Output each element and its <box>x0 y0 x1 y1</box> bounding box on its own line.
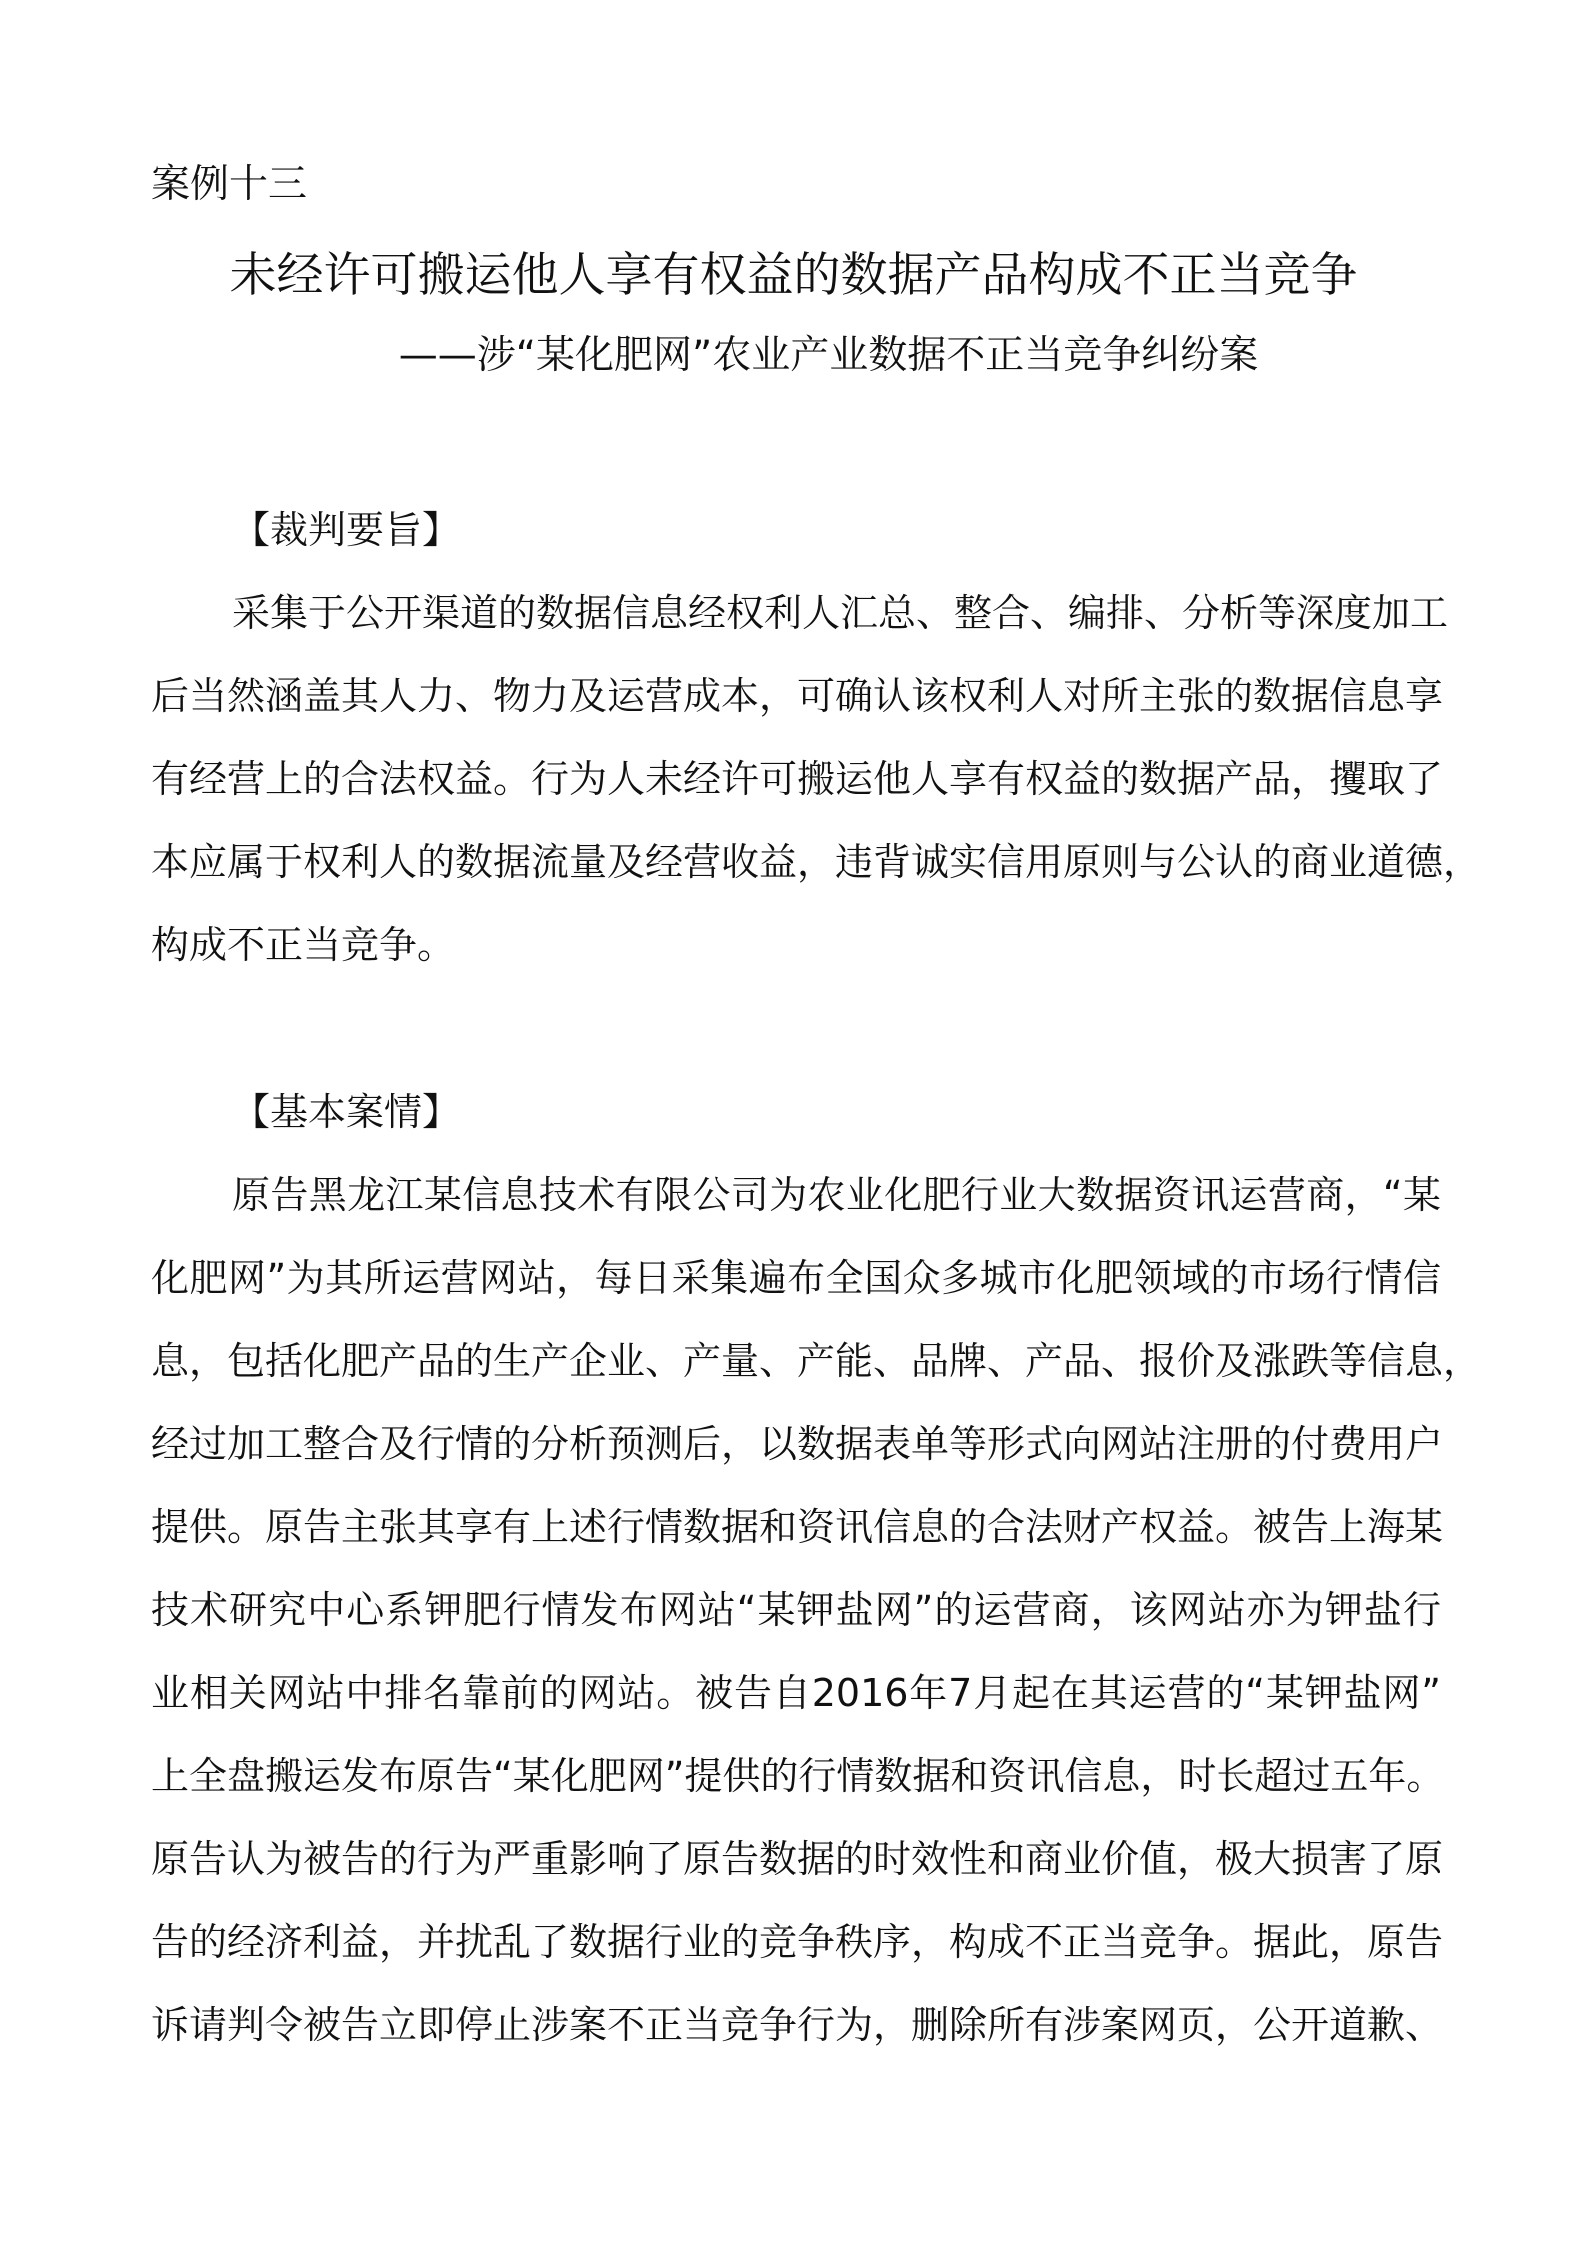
section-heading-case-facts: 【基本案情】 <box>232 1090 461 1134</box>
document-subtitle: ——涉“某化肥网”农业产业数据不正当竞争纠纷案 <box>398 333 1259 378</box>
paragraph-line: 原告认为被告的行为严重影响了原告数据的时效性和商业价值，极大损害了原 <box>151 1837 1444 1881</box>
section-heading-ruling-summary: 【裁判要旨】 <box>232 508 461 552</box>
document-title: 未经许可搬运他人享有权益的数据产品构成不正当竞争 <box>229 248 1358 303</box>
paragraph-line: 息，包括化肥产品的生产企业、产量、产能、品牌、产品、报价及涨跌等信息， <box>151 1339 1482 1383</box>
paragraph-line: 提供。原告主张其享有上述行情数据和资讯信息的合法财产权益。被告上海某 <box>151 1505 1444 1549</box>
paragraph-line: 有经营上的合法权益。行为人未经许可搬运他人享有权益的数据产品，攫取了 <box>151 757 1444 801</box>
paragraph-line: 经过加工整合及行情的分析预测后，以数据表单等形式向网站注册的付费用户 <box>151 1422 1444 1466</box>
paragraph-line: 本应属于权利人的数据流量及经营收益，违背诚实信用原则与公认的商业道德， <box>151 840 1482 884</box>
paragraph-line: 化肥网”为其所运营网站，每日采集遍布全国众多城市化肥领域的市场行情信 <box>151 1256 1441 1300</box>
paragraph-line: 后当然涵盖其人力、物力及运营成本，可确认该权利人对所主张的数据信息享 <box>151 674 1444 718</box>
paragraph-line: 上全盘搬运发布原告“某化肥网”提供的行情数据和资讯信息，时长超过五年。 <box>151 1754 1445 1798</box>
paragraph-line: 诉请判令被告立即停止涉案不正当竞争行为，删除所有涉案网页，公开道歉、 <box>151 2003 1444 2047</box>
paragraph-line: 告的经济利益，并扰乱了数据行业的竞争秩序，构成不正当竞争。据此，原告 <box>151 1920 1444 1964</box>
paragraph-line: 采集于公开渠道的数据信息经权利人汇总、整合、编排、分析等深度加工 <box>232 591 1449 635</box>
paragraph-line: 原告黑龙江某信息技术有限公司为农业化肥行业大数据资讯运营商，“某 <box>232 1173 1441 1217</box>
paragraph-line: 业相关网站中排名靠前的网站。被告自2016年7月起在其运营的“某钾盐网” <box>151 1671 1441 1715</box>
paragraph-line: 技术研究中心系钾肥行情发布网站“某钾盐网”的运营商，该网站亦为钾盐行 <box>151 1588 1441 1632</box>
paragraph-line: 构成不正当竞争。 <box>151 923 456 967</box>
case-label: 案例十三 <box>151 162 308 207</box>
